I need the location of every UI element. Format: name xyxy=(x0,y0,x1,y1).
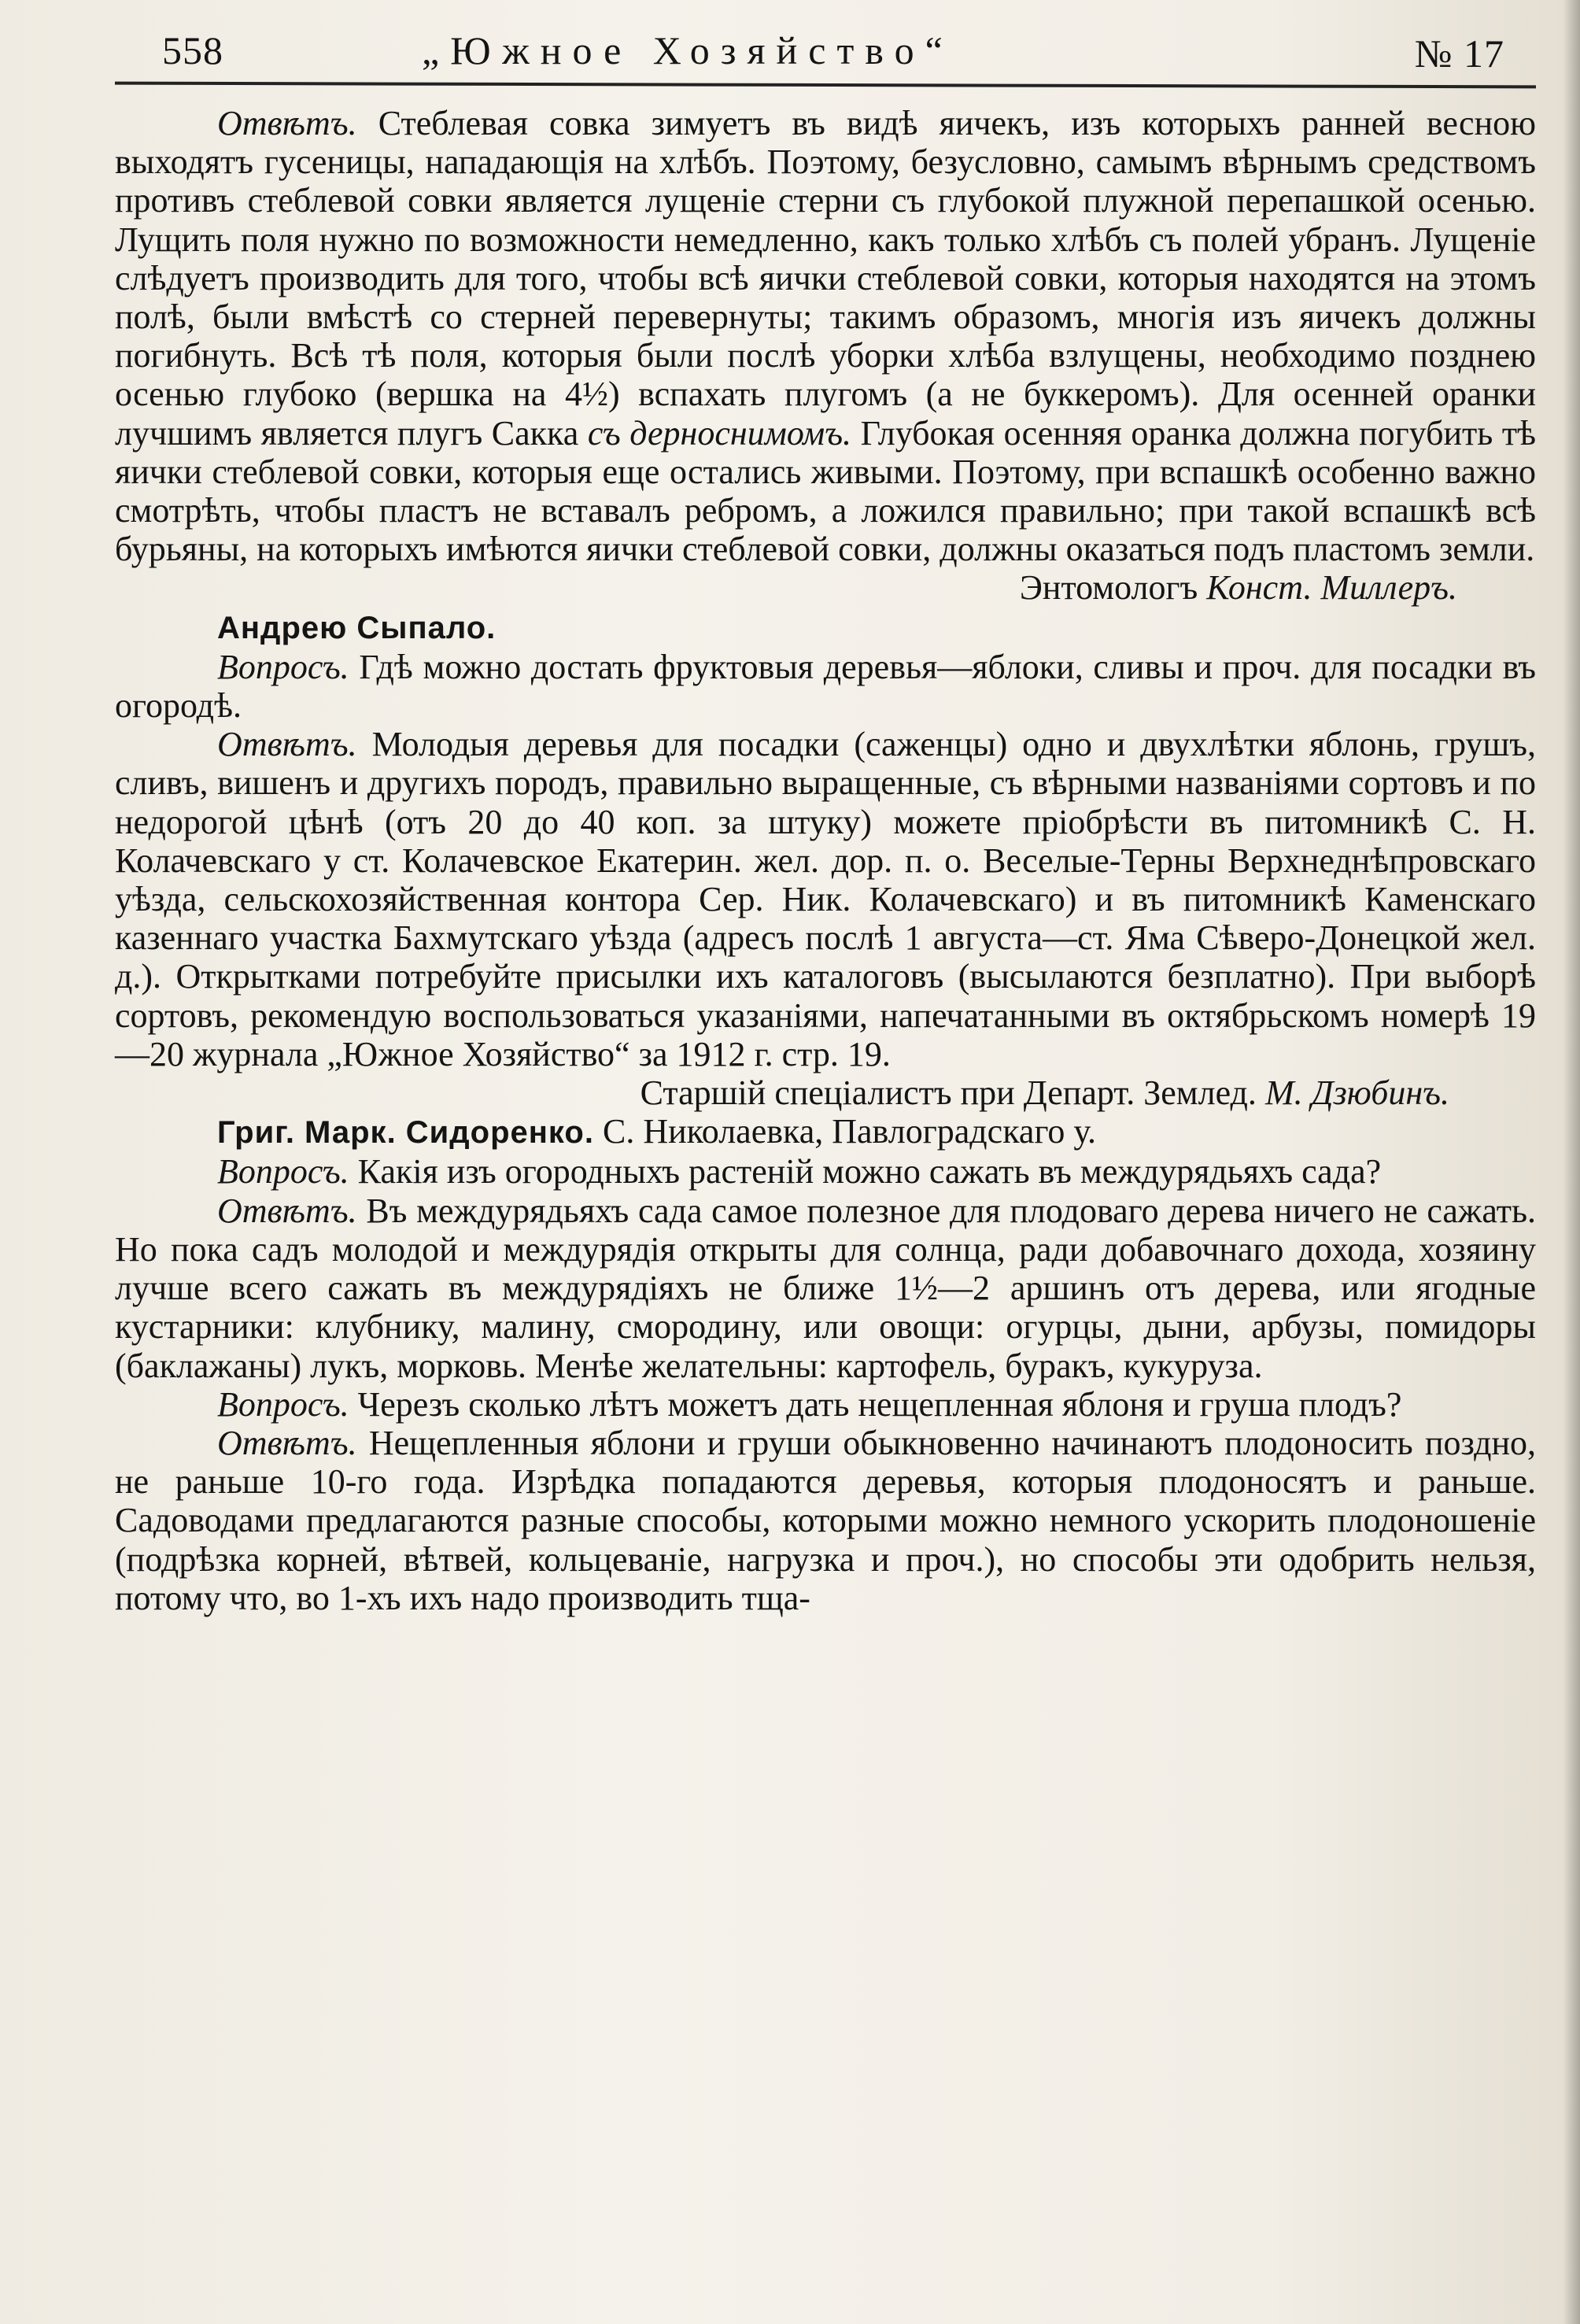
question-label: Вопросъ. xyxy=(217,1384,349,1424)
answer-paragraph xyxy=(115,1192,1536,1385)
question-text: Гдѣ можно достать фруктовыя деревья—яблоки, сливы и проч. для посадки въ огородѣ. xyxy=(115,647,1537,726)
header-rule xyxy=(115,82,1536,89)
signature-line xyxy=(115,1073,1536,1112)
signature-role: Энтомологъ xyxy=(1019,568,1198,608)
running-header xyxy=(115,22,1536,79)
page-number: 558 xyxy=(162,28,223,72)
addressee-heading xyxy=(115,608,1536,648)
question-label: Вопросъ. xyxy=(217,647,349,686)
answer-paragraph xyxy=(115,104,1536,568)
answer-paragraph xyxy=(115,725,1536,1073)
answer-text-continued: Глубокая осенняя оранка должна погубить тѣ яички стеблевой совки, которыя еще остались живыми. Поэтому, при вспашкѣ особенно важно смотрѣть, чтобы пластъ не вставалъ ребромъ, а ложился правильно; при такой вспашкѣ всѣ бурьяны, на которыхъ имѣются яички стеблевой совки, должны оказаться подъ пластомъ земли. xyxy=(115,413,1537,569)
answer-text: Молодыя деревья для посадки (саженцы) одно и двухлѣтки яблонь, грушъ, сливъ, вишенъ и другихъ породъ, правильно выращенные, съ вѣрными названіями сортовъ и по недорогой цѣнѣ (отъ 20 до 40 коп. за штуку) можете пріобрѣсти въ питомникѣ С. Н. Колачевскаго у ст. Колачевское Екатерин. жел. дор. п. о. Веселые-Терны Верхнеднѣпровскаго уѣзда, сельскохозяйственная контора Сер. Ник. Колачевскаго) и въ питомникѣ Каменскаго казеннаго участка Бахмутскаго уѣзда (адресъ послѣ 1 августа—ст. Яма Сѣверо-Донецкой жел. д.). Открытками потребуйте присылки ихъ каталоговъ (высылаются безплатно). При выборѣ сортовъ, рекомендую воспользоваться указаніями, напечатанными въ октябрьскомъ номерѣ 19—20 журнала „Южное Хозяйство“ за 1912 г. стр. 19. xyxy=(115,725,1537,1073)
question-paragraph xyxy=(115,648,1536,725)
question-paragraph xyxy=(115,1152,1536,1191)
question-text: Какія изъ огородныхъ растеній можно сажать въ междурядьяхъ сада? xyxy=(357,1152,1382,1192)
signature-name: Конст. Миллеръ. xyxy=(1206,568,1457,608)
addressee-heading xyxy=(115,1112,1536,1152)
answer-label: Отвѣтъ. xyxy=(217,1423,357,1462)
signature-role: Старшій спеціалистъ при Департ. Землед. xyxy=(640,1073,1257,1113)
question-paragraph xyxy=(115,1385,1536,1424)
issue-number: № 17 xyxy=(1414,31,1504,76)
article-body xyxy=(115,104,1536,1617)
addressee-name: Григ. Марк. Сидоренко. xyxy=(217,1115,594,1151)
answer-label: Отвѣтъ. xyxy=(217,1191,357,1230)
answer-paragraph xyxy=(115,1424,1536,1617)
question-label: Вопросъ. xyxy=(217,1152,349,1192)
question-text: Черезъ сколько лѣтъ можетъ дать нещепленная яблоня и груша плодъ? xyxy=(357,1384,1402,1424)
answer-label: Отвѣтъ. xyxy=(217,104,357,142)
answer-text: Нещепленныя яблони и груши обыкновенно начинаютъ плодоносить поздно, не раньше 10-го года. Изрѣдка попадаются деревья, которыя плодоносятъ и раньше. Садоводами предлагаются разные способы, которыми можно немного ускорить плодоношеніе (подрѣзка корней, вѣтвей, кольцеваніе, нагрузка и проч.), но способы эти одобрить нельзя, потому что, во 1-хъ ихъ надо производить тща- xyxy=(115,1423,1537,1617)
answer-text: Стеблевая совка зимуетъ въ видѣ яичекъ, изъ которыхъ ранней весною выходятъ гусеницы, нападающія на хлѣбъ. Поэтому, безусловно, самымъ вѣрнымъ средствомъ противъ стеблевой совки является лущеніе стерни съ глубокой плужной перепашкой осенью. Лущить поля нужно по возможности немедленно, какъ только хлѣбъ съ полей убранъ. Лущеніе слѣдуетъ производить для того, чтобы всѣ яички стеблевой совки, которыя находятся на этомъ полѣ, были вмѣстѣ со стерней перевернуты; такимъ образомъ, многія изъ яичекъ должны погибнуть. Всѣ тѣ поля, которыя были послѣ уборки хлѣба взлущены, необходимо позднею осенью глубоко (вершка на 4½) вспахать плугомъ (а не буккеромъ). Для осенней оранки лучшимъ является плугъ Сакка xyxy=(115,104,1537,453)
answer-label: Отвѣтъ. xyxy=(217,725,357,764)
answer-emphasis: съ дерноснимомъ. xyxy=(587,413,852,453)
addressee-name: Андрею Сыпало. xyxy=(217,610,497,645)
signature-line xyxy=(115,568,1536,607)
page-edge-shadow xyxy=(1563,0,1580,2324)
signature-name: М. Дзюбинъ. xyxy=(1264,1073,1449,1113)
addressee-place: С. Николаевка, Павлоградскаго у. xyxy=(602,1112,1096,1151)
answer-text: Въ междурядьяхъ сада самое полезное для плодоваго дерева ничего не сажать. Но пока садъ молодой и междурядія открыты для солнца, ради добавочнаго дохода, хозяину лучше всего сажать въ междурядіяхъ не ближе 1½—2 аршинъ отъ дерева, или ягодные кустарники: клубнику, малину, смородину, или овощи: огурцы, дыни, арбузы, помидоры (баклажаны) лукъ, морковь. Менѣе желательны: картофель, буракъ, кукуруза. xyxy=(115,1191,1537,1385)
journal-title: „Южное Хозяйство“ xyxy=(422,28,954,72)
